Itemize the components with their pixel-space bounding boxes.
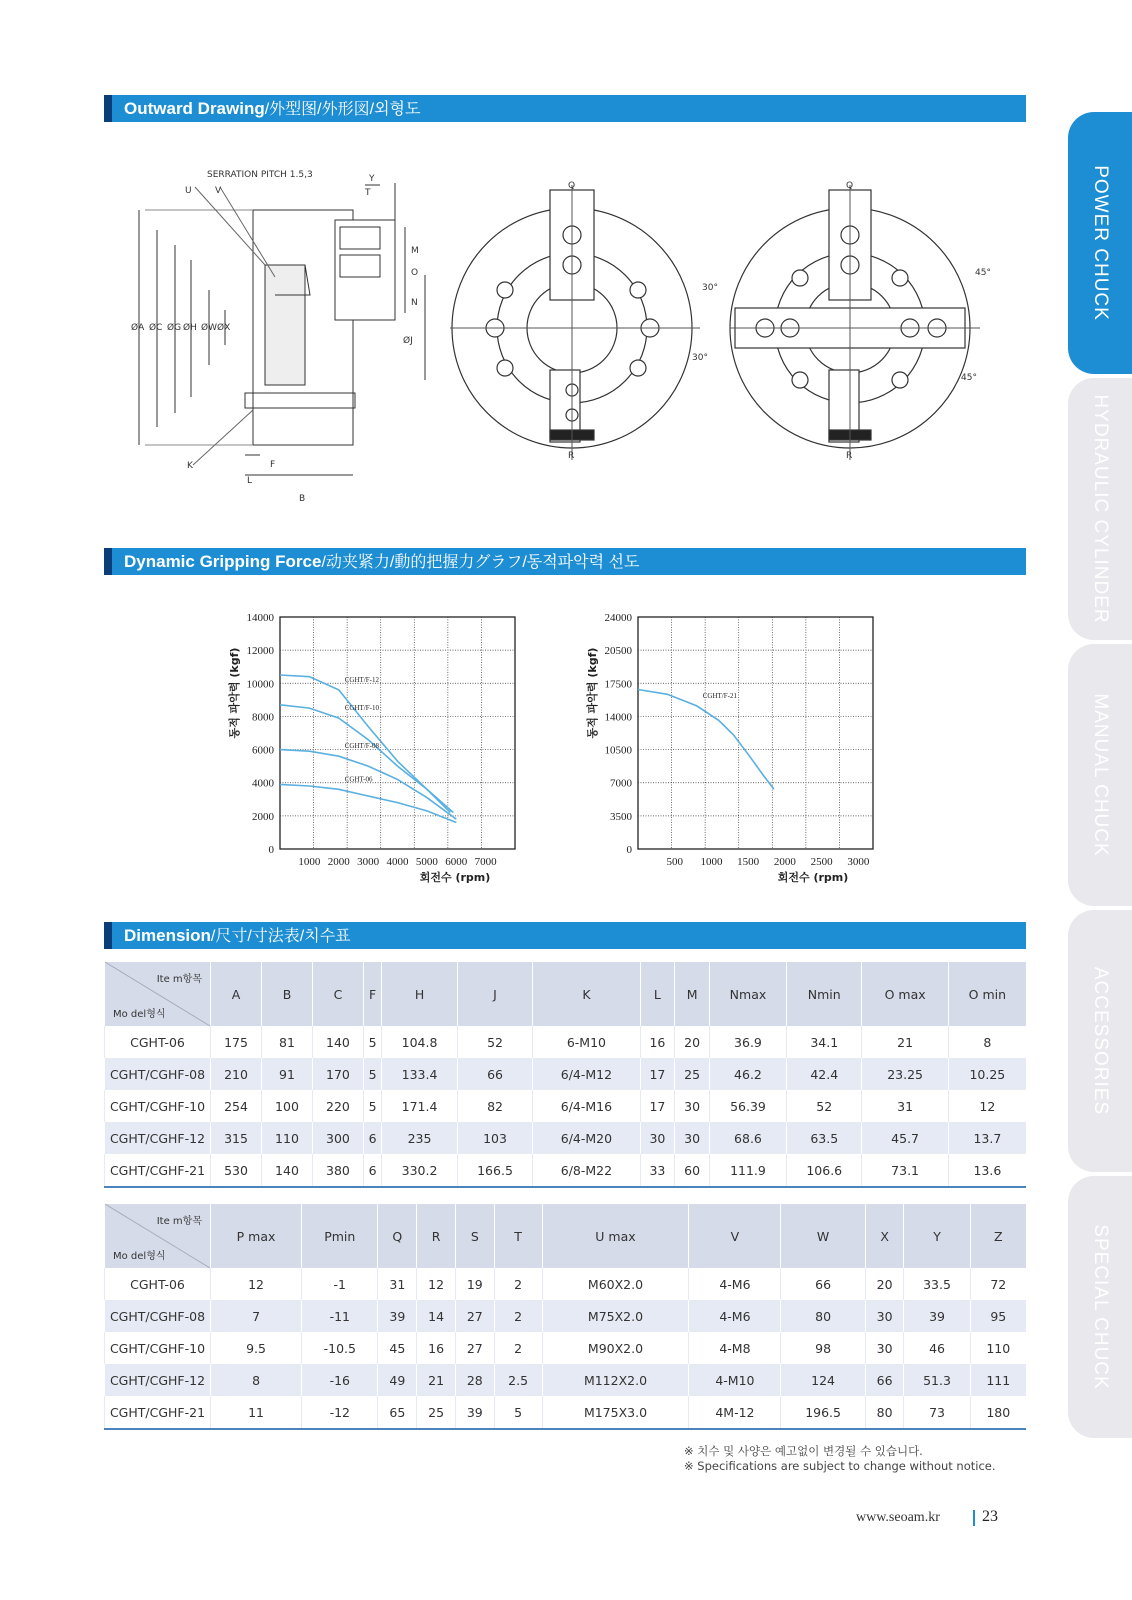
corner-item-label: Ite m항목: [156, 974, 202, 985]
table-cell: 2: [494, 1332, 542, 1364]
footer-url[interactable]: www.seoam.kr: [856, 1510, 940, 1525]
column-header: Y: [904, 1204, 970, 1268]
plot-frame: [280, 617, 515, 849]
table-cell: 235: [382, 1122, 457, 1154]
side-view-drawing: [125, 165, 419, 510]
x-tick-label: 3000: [357, 856, 380, 868]
column-header: H: [382, 962, 457, 1026]
column-header: Nmin: [787, 962, 862, 1026]
table-cell: 60: [675, 1154, 710, 1187]
corner-model-label: Mo del형식: [113, 1251, 166, 1262]
series-label: CGHT/F-10: [344, 704, 379, 713]
table-row: [105, 1364, 1027, 1396]
table-cell: 12: [948, 1090, 1026, 1122]
y-tick-label: 3500: [610, 810, 632, 823]
page-number: 23: [982, 1508, 998, 1525]
section-outward-drawing: [104, 95, 1026, 122]
table-cell: 110: [970, 1332, 1026, 1364]
table-cell: M90X2.0: [542, 1332, 689, 1364]
gripping-chart-small: [222, 605, 542, 890]
x-axis-label: 회전수 (rpm): [419, 871, 491, 884]
table-cell: 98: [781, 1332, 865, 1364]
table-cell: 11: [211, 1396, 302, 1429]
table-cell: 124: [781, 1364, 865, 1396]
table-cell: 530: [211, 1154, 262, 1187]
table-row: [105, 1268, 1027, 1300]
label-30deg: 30°: [702, 283, 718, 293]
dimension-table-2: [104, 1204, 1026, 1430]
side-tab-manual-chuck[interactable]: MANUAL CHUCK: [1068, 644, 1132, 906]
table-cell: 33: [640, 1154, 675, 1187]
table-cell: 6/4-M20: [533, 1122, 640, 1154]
table-cell: 6-M10: [533, 1026, 640, 1058]
table-cell: M75X2.0: [542, 1300, 689, 1332]
label-Q-front: Q: [568, 181, 576, 191]
section-title: Dynamic Gripping Force: [124, 552, 322, 571]
y-tick-label: 10500: [604, 744, 632, 757]
model-cell: CGHT/CGHF-21: [105, 1396, 211, 1429]
table-cell: 103: [457, 1122, 532, 1154]
x-tick-label: 1000: [700, 856, 723, 868]
y-tick-label: 7000: [610, 777, 632, 790]
table-cell: 45.7: [862, 1122, 948, 1154]
table-cell: 8: [211, 1364, 302, 1396]
table-cell: 66: [457, 1058, 532, 1090]
column-header: Z: [970, 1204, 1026, 1268]
x-tick-label: 2500: [810, 856, 833, 868]
label-C: ØC: [149, 323, 163, 333]
table-cell: 4-M6: [689, 1300, 781, 1332]
table-cell: 27: [455, 1332, 494, 1364]
table-cell: 20: [675, 1026, 710, 1058]
table-cell: 10.25: [948, 1058, 1026, 1090]
column-header: S: [455, 1204, 494, 1268]
x-axis-label: 회전수 (rpm): [777, 871, 849, 884]
label-L: L: [247, 476, 253, 486]
y-tick-label: 12000: [246, 645, 274, 658]
table-cell: 254: [211, 1090, 262, 1122]
table-cell: 25: [675, 1058, 710, 1090]
model-cell: CGHT/CGHF-08: [105, 1058, 211, 1090]
column-header: Q: [378, 1204, 417, 1268]
table-cell: 80: [781, 1300, 865, 1332]
front-view-4-jaw: [725, 180, 1005, 465]
section-subtitle: /尺寸/寸法表/치수표: [210, 928, 351, 945]
y-tick-label: 2000: [252, 810, 274, 823]
table-cell: 300: [312, 1122, 363, 1154]
table-cell: 7: [211, 1300, 302, 1332]
series-label: CGHT/F-12: [344, 675, 379, 684]
table-cell: 9.5: [211, 1332, 302, 1364]
column-header: W: [781, 1204, 865, 1268]
section-subtitle: /外型图/外形図/외형도: [264, 101, 421, 118]
table-cell: 4-M6: [689, 1268, 781, 1300]
table-cell: 28: [455, 1364, 494, 1396]
table-cell: 31: [378, 1268, 417, 1300]
table-cell: 100: [261, 1090, 312, 1122]
label-45deg: 45°: [975, 268, 991, 278]
column-header: Nmax: [709, 962, 786, 1026]
table-cell: 171.4: [382, 1090, 457, 1122]
table-row: [105, 1122, 1027, 1154]
table-row: [105, 1300, 1027, 1332]
table-cell: 56.39: [709, 1090, 786, 1122]
table-cell: M175X3.0: [542, 1396, 689, 1429]
table-cell: 2.5: [494, 1364, 542, 1396]
label-R-front-4: R: [846, 451, 853, 461]
table-cell: 13.6: [948, 1154, 1026, 1187]
table-cell: -1: [302, 1268, 378, 1300]
label-M: M: [411, 246, 419, 256]
table-cell: 170: [312, 1058, 363, 1090]
model-cell: CGHT/CGHF-10: [105, 1090, 211, 1122]
label-Q-front-4: Q: [846, 181, 854, 191]
table-cell: 330.2: [382, 1154, 457, 1187]
table-cell: 17: [640, 1090, 675, 1122]
table-cell: 66: [781, 1268, 865, 1300]
table-cell: 34.1: [787, 1026, 862, 1058]
label-30deg-2: 30°: [692, 353, 708, 363]
table-cell: 65: [378, 1396, 417, 1429]
column-header: J: [457, 962, 532, 1026]
label-B: B: [299, 494, 306, 504]
table-cell: 111.9: [709, 1154, 786, 1187]
side-tab-power-chuck[interactable]: POWER CHUCK: [1068, 112, 1132, 374]
side-tab-accessories[interactable]: ACCESSORIES: [1068, 910, 1132, 1172]
label-T: T: [365, 188, 371, 198]
label-45deg-2: 45°: [961, 373, 977, 383]
y-axis-label: 동적 파악력 (kgf): [586, 647, 599, 739]
table-cell: 30: [675, 1122, 710, 1154]
label-J: ØJ: [403, 336, 413, 346]
column-header: C: [312, 962, 363, 1026]
table-row: [105, 1154, 1027, 1187]
table-cell: 46: [904, 1332, 970, 1364]
table-cell: 30: [865, 1300, 904, 1332]
column-header: F: [363, 962, 381, 1026]
table-cell: 17: [640, 1058, 675, 1090]
table-cell: 39: [904, 1300, 970, 1332]
table-row: [105, 1090, 1027, 1122]
table-cell: 80: [865, 1396, 904, 1429]
table-cell: 6: [363, 1154, 381, 1187]
y-tick-label: 14000: [246, 612, 274, 624]
section-title: Outward Drawing: [124, 99, 265, 118]
table-cell: 66: [865, 1364, 904, 1396]
table-cell: 25: [417, 1396, 456, 1429]
label-N: N: [411, 298, 418, 308]
corner-cell: [105, 1204, 211, 1268]
table-cell: 180: [970, 1396, 1026, 1429]
y-tick-label: 6000: [252, 744, 274, 757]
label-X: ØX: [217, 323, 231, 333]
section-subtitle: /动夹紧力/動的把握力グラフ/동적파악력 선도: [321, 554, 640, 571]
table-cell: 39: [455, 1396, 494, 1429]
label-Y: Y: [369, 174, 375, 184]
column-header: V: [689, 1204, 781, 1268]
table-cell: M112X2.0: [542, 1364, 689, 1396]
column-header: M: [675, 962, 710, 1026]
series-label: CGHT/F-08: [344, 742, 379, 751]
series-label: CGHT/F-21: [702, 691, 737, 700]
table-cell: 49: [378, 1364, 417, 1396]
table-cell: -12: [302, 1396, 378, 1429]
x-tick-label: 3000: [847, 856, 870, 868]
label-A: ØA: [131, 323, 145, 333]
table-cell: 6/4-M16: [533, 1090, 640, 1122]
table-cell: -10.5: [302, 1332, 378, 1364]
series-label: CGHT-06: [344, 775, 373, 784]
label-G: ØG: [167, 323, 182, 333]
table-cell: 5: [363, 1026, 381, 1058]
table-cell: 133.4: [382, 1058, 457, 1090]
table-cell: 82: [457, 1090, 532, 1122]
front-view-3-jaw: [440, 180, 720, 465]
corner-cell: [105, 962, 211, 1026]
y-axis-label: 동적 파악력 (kgf): [228, 647, 241, 739]
table-row: [105, 1332, 1027, 1364]
column-header: Pmin: [302, 1204, 378, 1268]
table-cell: 27: [455, 1300, 494, 1332]
note-korean: ※ 치수 및 사양은 예고없이 변경될 수 있습니다.: [684, 1444, 923, 1458]
y-tick-label: 17500: [604, 678, 632, 691]
table-cell: 380: [312, 1154, 363, 1187]
table-cell: 315: [211, 1122, 262, 1154]
column-header: P max: [211, 1204, 302, 1268]
table-cell: 12: [417, 1268, 456, 1300]
model-cell: CGHT/CGHF-08: [105, 1300, 211, 1332]
table-header-row: [105, 1204, 1027, 1268]
table-cell: 12: [211, 1268, 302, 1300]
table-header-row: [105, 962, 1027, 1026]
gripping-chart-large: [580, 605, 900, 890]
table-cell: 73: [904, 1396, 970, 1429]
x-tick-label: 1500: [737, 856, 760, 868]
label-K: K: [187, 461, 193, 471]
table-cell: 111: [970, 1364, 1026, 1396]
table-cell: 21: [417, 1364, 456, 1396]
table-cell: 4M-12: [689, 1396, 781, 1429]
model-cell: CGHT/CGHF-10: [105, 1332, 211, 1364]
table-cell: 81: [261, 1026, 312, 1058]
y-tick-label: 0: [268, 844, 274, 856]
table-cell: 220: [312, 1090, 363, 1122]
table-cell: 23.25: [862, 1058, 948, 1090]
column-header: L: [640, 962, 675, 1026]
table-cell: 39: [378, 1300, 417, 1332]
model-cell: CGHT-06: [105, 1026, 211, 1058]
table-cell: 36.9: [709, 1026, 786, 1058]
x-tick-label: 2000: [327, 856, 350, 868]
x-tick-label: 2000: [773, 856, 796, 868]
table-cell: 140: [261, 1154, 312, 1187]
table-cell: 30: [640, 1122, 675, 1154]
label-H: ØH: [183, 323, 197, 333]
table-cell: 45: [378, 1332, 417, 1364]
column-header: A: [211, 962, 262, 1026]
table-cell: 4-M10: [689, 1364, 781, 1396]
table-cell: M60X2.0: [542, 1268, 689, 1300]
table-cell: 72: [970, 1268, 1026, 1300]
y-tick-label: 8000: [252, 711, 274, 724]
model-cell: CGHT/CGHF-12: [105, 1364, 211, 1396]
corner-model-label: Mo del형식: [113, 1009, 166, 1020]
table-cell: 91: [261, 1058, 312, 1090]
dimension-table-1: [104, 962, 1026, 1188]
table-cell: 175: [211, 1026, 262, 1058]
table-cell: 5: [363, 1090, 381, 1122]
model-cell: CGHT/CGHF-21: [105, 1154, 211, 1187]
column-header: R: [417, 1204, 456, 1268]
column-header: X: [865, 1204, 904, 1268]
table-cell: 5: [494, 1396, 542, 1429]
table-cell: 52: [457, 1026, 532, 1058]
table-cell: 30: [865, 1332, 904, 1364]
table-row: [105, 1026, 1027, 1058]
table-cell: 6/8-M22: [533, 1154, 640, 1187]
footer-separator: [973, 1510, 975, 1526]
section-dimension: [104, 922, 1026, 949]
y-tick-label: 0: [626, 844, 632, 856]
table-cell: 63.5: [787, 1122, 862, 1154]
table-cell: 6/4-M12: [533, 1058, 640, 1090]
table-cell: 42.4: [787, 1058, 862, 1090]
corner-item-label: Ite m항목: [156, 1216, 202, 1227]
table-cell: 30: [675, 1090, 710, 1122]
column-header: O max: [862, 962, 948, 1026]
table-row: [105, 1058, 1027, 1090]
table-cell: 196.5: [781, 1396, 865, 1429]
model-cell: CGHT-06: [105, 1268, 211, 1300]
table-cell: 4-M8: [689, 1332, 781, 1364]
table-cell: 46.2: [709, 1058, 786, 1090]
table-cell: 95: [970, 1300, 1026, 1332]
label-U: U: [185, 186, 192, 196]
x-tick-label: 5000: [415, 856, 438, 868]
table-cell: 13.7: [948, 1122, 1026, 1154]
column-header: T: [494, 1204, 542, 1268]
note-english: ※ Specifications are subject to change without notice.: [684, 1459, 996, 1473]
y-tick-label: 4000: [252, 777, 274, 790]
table-cell: 16: [640, 1026, 675, 1058]
label-R-front: R: [568, 451, 575, 461]
table-cell: 8: [948, 1026, 1026, 1058]
column-header: K: [533, 962, 640, 1026]
x-tick-label: 7000: [474, 856, 497, 868]
section-gripping-force: [104, 548, 1026, 575]
table-cell: 140: [312, 1026, 363, 1058]
table-cell: 73.1: [862, 1154, 948, 1187]
table-cell: 20: [865, 1268, 904, 1300]
table-cell: 52: [787, 1090, 862, 1122]
table-cell: 31: [862, 1090, 948, 1122]
column-header: U max: [542, 1204, 689, 1268]
y-tick-label: 24000: [604, 612, 632, 624]
label-W: ØW: [201, 323, 217, 333]
serration-label: SERRATION PITCH 1.5,3: [207, 170, 313, 180]
x-tick-label: 6000: [445, 856, 468, 868]
side-tab-hydraulic-cylinder[interactable]: HYDRAULIC CYLINDER: [1068, 378, 1132, 640]
table-cell: 33.5: [904, 1268, 970, 1300]
side-tab-special-chuck[interactable]: SPECIAL CHUCK: [1068, 1176, 1132, 1438]
table-cell: 110: [261, 1122, 312, 1154]
table-row: [105, 1396, 1027, 1429]
x-tick-label: 500: [666, 856, 683, 868]
column-header: O min: [948, 962, 1026, 1026]
y-tick-label: 20500: [604, 645, 632, 658]
column-header: B: [261, 962, 312, 1026]
table-cell: 16: [417, 1332, 456, 1364]
x-tick-label: 4000: [386, 856, 409, 868]
table-cell: 166.5: [457, 1154, 532, 1187]
table-cell: 5: [363, 1058, 381, 1090]
model-cell: CGHT/CGHF-12: [105, 1122, 211, 1154]
table-cell: 68.6: [709, 1122, 786, 1154]
table-cell: 14: [417, 1300, 456, 1332]
table-cell: 51.3: [904, 1364, 970, 1396]
label-F: F: [270, 460, 276, 470]
section-title: Dimension: [124, 926, 211, 945]
y-tick-label: 14000: [604, 711, 632, 724]
label-V: V: [215, 186, 222, 196]
table-cell: 21: [862, 1026, 948, 1058]
table-cell: 2: [494, 1268, 542, 1300]
x-tick-label: 1000: [298, 856, 321, 868]
table-cell: -16: [302, 1364, 378, 1396]
table-cell: 6: [363, 1122, 381, 1154]
table-cell: 19: [455, 1268, 494, 1300]
table-cell: 106.6: [787, 1154, 862, 1187]
plot-frame: [638, 617, 873, 849]
label-O: O: [411, 268, 419, 278]
table-cell: 104.8: [382, 1026, 457, 1058]
table-cell: 210: [211, 1058, 262, 1090]
y-tick-label: 10000: [246, 678, 274, 691]
table-cell: 2: [494, 1300, 542, 1332]
table-cell: -11: [302, 1300, 378, 1332]
